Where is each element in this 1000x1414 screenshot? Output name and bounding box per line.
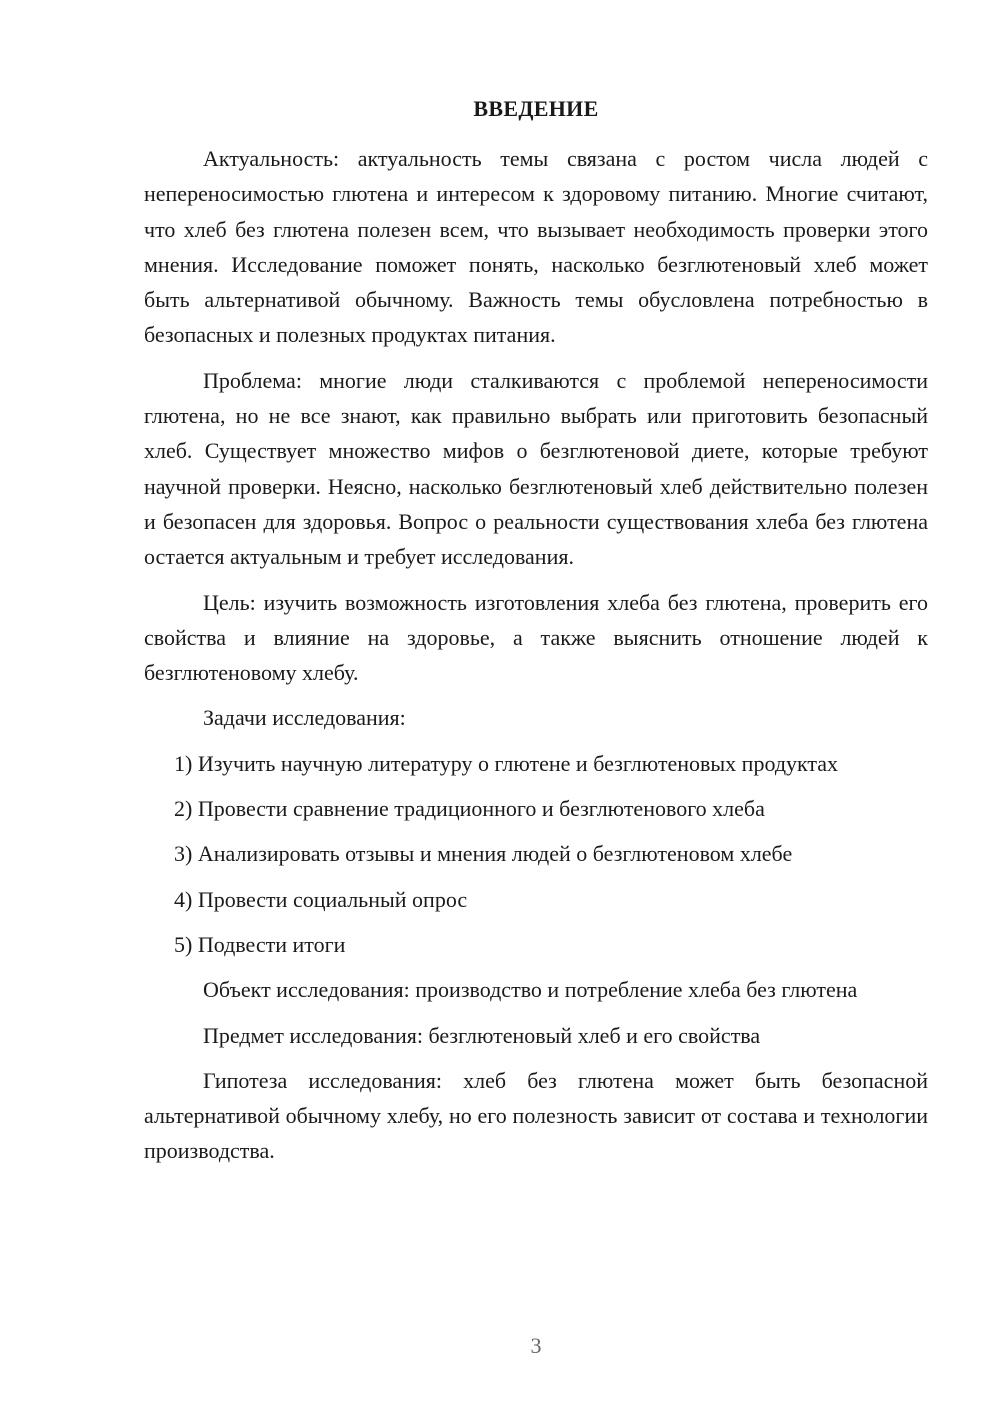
subject-paragraph: Предмет исследования: безглютеновый хлеб и его свойства [203,1022,761,1048]
hypothesis-paragraph: Гипотеза исследования: хлеб без глютена может быть безопасной альтернативой обычному хлебу, но его полезность зависит от состава и технологии производства. [144,1067,928,1164]
relevance-paragraph: Актуальность: актуальность темы связана с ростом числа людей с непереносимостью глютена и интересом к здоровому питанию. Многие считают, что хлеб без глютена полезен всем, что вызывает необходимость проверки этого мнения. Исследование поможет понять, насколько безглютеновый хлеб может быть альтернативой обычному. Важность темы обусловлена потребностью в безопасных и полезных продуктах питания. [144,146,928,348]
list-item: 5) Подвести итоги [174,931,346,957]
object-paragraph: Объект исследования: производство и потребление хлеба без глютена [203,977,858,1003]
tasks-heading: Задачи исследования: [203,705,406,731]
list-item: 3) Анализировать отзывы и мнения людей о безглютеновом хлебе [174,841,793,867]
page-number: 3 [530,1333,542,1358]
list-item: 1) Изучить научную литературу о глютене и безглютеновых продуктах [174,750,839,776]
goal-paragraph: Цель: изучить возможность изготовления хлеба без глютена, проверить его свойства и влияние на здоровье, а также выяснить отношение людей к безглютеновому хлебу. [144,589,928,686]
document-body [144,141,928,1169]
page-title: ВВЕДЕНИЕ [473,96,599,121]
tasks-list [144,746,928,962]
list-item: 4) Провести социальный опрос [174,886,468,912]
list-item: 2) Провести сравнение традиционного и безглютенового хлеба [174,796,765,822]
problem-paragraph: Проблема: многие люди сталкиваются с проблемой непереносимости глютена, но не все знают, как правильно выбрать или приготовить безопасный хлеб. Существует множество мифов о безглютеновой диете, которые требуют научной проверки. Неясно, насколько безглютеновый хлеб действительно полезен и безопасен для здоровья. Вопрос о реальности существования хлеба без глютена остается актуальным и требует исследования. [144,367,928,570]
